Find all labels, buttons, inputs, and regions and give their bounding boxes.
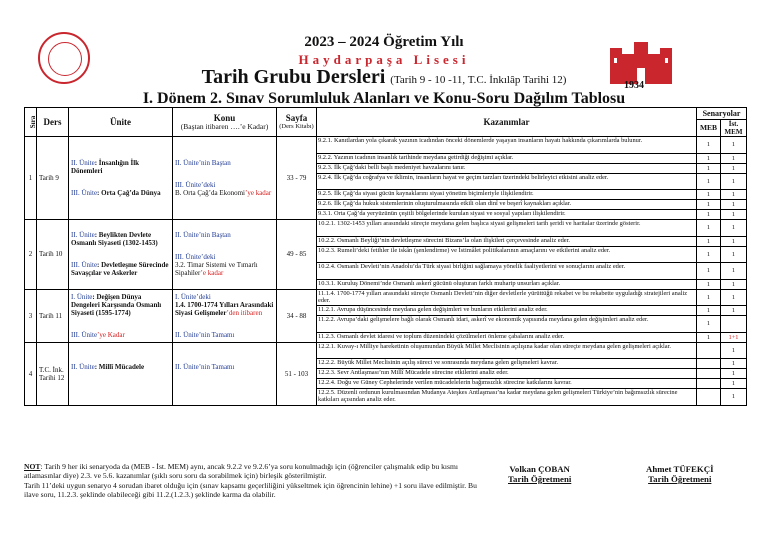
row-sayfa: 49 - 85 (277, 220, 317, 290)
row-ders: T.C. İnk. Tarihi 12 (37, 342, 69, 405)
kazanim-item: 11.2.1. Avrupa düşüncesinde meydana gelen değişimleri ve bunların etkilerini analiz eder. (317, 306, 696, 316)
footnote: NOT: Tarih 9 her iki senaryoda da (MEB - İst. MEM) aynı, ancak 9.2.2 ve 9.2.6’ya soru konulmadığı için (öğrenciler çalışmalık edip bu kısmı atlamasınlar diye) 2.3. ve 5.6. kazanımlar (şıklı soru soru da sorabilmek için) birleşik gösterilmiştir. Tarih 11’deki uygun senaryo 4 sorudan ibaret olduğu için (sınav kapsamı geçerliliğini yükseltmek için öğrencinin lehine) +1 soru ilave edilmiştir. Bu ilave soru, 11.2.3. şeklinde olabileceği gibi 11.2.(1.2.3.) şeklinde karma da olabilir. (24, 462, 477, 500)
row-number: 2 (25, 220, 37, 290)
row-kazanimlar (317, 342, 697, 405)
col-meb: MEB (697, 120, 721, 137)
kazanim-item: 10.2.3. Rumeli’deki fetihler ile iskân (şenlendirme) ve İstimâlet politikalarının amaçlarını ve etkilerini analiz eder. (317, 247, 696, 264)
signature-1: Volkan ÇOBAN Tarih Öğretmeni (508, 464, 572, 484)
kazanim-item: 9.2.3. İlk Çağ’daki belli başlı medeniyet havzalarını tanır. (317, 164, 696, 174)
col-sira: Sıra (25, 108, 37, 137)
kazanim-item: 12.2.4. Doğu ve Güney Cephelerinde verilen mücadelelerin bağımsızlık sürecine katkılarını kavrar. (317, 379, 696, 389)
signature-2: Ahmet TÜFEKÇİ Tarih Öğretmeni (646, 464, 714, 484)
kazanim-item: 9.2.1. Kanıtlardan yola çıkarak yazının icadından önceki dönemlerde yaşayan insanların hayatı hakkında çıkarımlarda bulunur. (317, 137, 696, 154)
table-title: I. Dönem 2. Sınav Sorumluluk Alanları ve Konu-Soru Dağılım Tablosu (142, 90, 626, 107)
row-unite: II. Ünite: İnsanlığın İlk Dönemleri III. Ünite: Orta Çağ’da Dünya (69, 137, 173, 220)
kazanim-item: 11.2.2. Avrupa’daki gelişmelere bağlı olarak Osmanlı idari, askerî ve ekonomik yapısında meydana gelen değişimleri analiz eder. (317, 316, 696, 333)
kazanim-item: 12.2.2. Büyük Millet Meclisinin açılış süreci ve sonrasında meydana gelen gelişmeleri kavrar. (317, 359, 696, 369)
row-unite: I. Ünite: Değişen Dünya Dengeleri Karşısında Osmanlı Siyaseti (1595-1774) III. Ünite’ye Kadar (69, 289, 173, 342)
kazanim-item: 9.2.4. İlk Çağ’da coğrafya ve iklimin, insanların hayat ve geçim tarzları üzerindeki belirleyici etkisini analiz eder. (317, 174, 696, 191)
academic-year: 2023 – 2024 Öğretim Yılı (304, 34, 464, 50)
kazanim-item: 12.2.5. Düzenli ordunun kurulmasından Mudanya Ateşkes Antlaşması’na kadar meydana gelen gelişmeleri Türkiye’nin bağımsızlık sürecine katkıları açısından analiz eder. (318, 389, 678, 404)
col-kazanimlar: Kazanımlar (317, 108, 697, 137)
kazanim-item: 10.3.1. Kuruluş Dönemi’nde Osmanlı askerî gücünü oluşturan farklı muharip unsurları açıklar. (318, 279, 561, 287)
kazanim-item: 11.1.4. 1700-1774 yılları arasındaki süreçte Osmanlı Devleti’nin diğer devletlerle yürüttüğü rekabet ve bu rekabette uyguladığı stratejileri analiz eder. (317, 290, 696, 307)
row-ist-mem: 1 1 1+1 (721, 289, 747, 342)
row-sayfa: 34 - 88 (277, 289, 317, 342)
kazanim-item: 11.2.3. Osmanlı devlet idaresi ve toplum düzenindeki çözülmeleri önleme çabalarını analiz eder. (318, 332, 565, 340)
kazanim-item: 12.2.1. Kuvay-ı Milliye hareketinin oluşumundan Büyük Millet Meclisinin açılışına kadar olan süreçte meydana gelen gelişmeleri açıklar. (317, 343, 696, 360)
row-ist-mem: 1 1 1 1 1 (721, 342, 747, 405)
row-meb (697, 342, 721, 405)
row-konu: II. Ünite’nin Baştan III. Ünite’deki B. Orta Çağ’da Ekonomi’ye kadar (173, 137, 277, 220)
page-title: Tarih Grubu Dersleri (Tarih 9 - 10 -11, T.C. İnkılâp Tarihi 12) (201, 66, 567, 88)
row-sayfa: 33 - 79 (277, 137, 317, 220)
row-meb: 1 1 1 1 1 1 1 (697, 137, 721, 220)
row-number: 3 (25, 289, 37, 342)
col-unite: Ünite (69, 108, 173, 137)
distribution-table (24, 107, 747, 406)
kazanim-item: 12.2.3. Sevr Antlaşması’nın Millî Mücadele sürecine etkilerini analiz eder. (317, 369, 696, 379)
row-kazanimlar (317, 220, 697, 290)
row-kazanimlar (317, 289, 697, 342)
kazanim-item: 9.3.1. Orta Çağ’da yeryüzünün çeşitli bölgelerinde kurulan siyasi ve sosyal yapıları ilişkilendirir. (318, 210, 566, 218)
table-row (25, 342, 747, 405)
kazanim-item: 9.2.2. Yazının icadının insanlık tarihinde meydana getirdiği değişimi açıklar. (317, 154, 696, 164)
row-konu: I. Ünite’deki 1.4. 1700-1774 Yılları Arasındaki Siyasi Gelişmeler’den itibaren II. Ünite’nin Tamamı (173, 289, 277, 342)
row-unite: II. Ünite: Beylikten Devlete Osmanlı Siyaseti (1302-1453) III. Ünite: Devletleşme Sürecinde Savaşçılar ve Askerler (69, 220, 173, 290)
row-unite: II. Ünite: Millî Mücadele (69, 342, 173, 405)
col-ders: Ders (37, 108, 69, 137)
school-name: Haydarpaşa Lisesi (298, 52, 470, 67)
row-kazanimlar (317, 137, 697, 220)
table-row (25, 220, 747, 290)
kazanim-item: 10.2.1. 1302-1453 yılları arasındaki süreçte meydana gelen başlıca siyasi gelişmeleri tarih şeridi ve haritalar üzerinde gösterir. (317, 220, 696, 237)
header (0, 0, 768, 118)
row-ders: Tarih 10 (37, 220, 69, 290)
table-row (25, 137, 747, 220)
table-header-row (25, 108, 747, 120)
row-konu: II. Ünite’nin Tamamı (173, 342, 277, 405)
kazanim-item: 9.2.5. İlk Çağ’da siyasi gücün kaynaklarını siyasi yönetim biçimleriyle ilişkilendirir. (317, 190, 696, 200)
table-row (25, 289, 747, 342)
kazanim-item: 10.2.4. Osmanlı Devleti’nin Anadolu’da Türk siyasi birliğini sağlamaya yönelik faaliyetlerini ve sonuçlarını analiz eder. (317, 263, 696, 280)
kazanim-item: 9.2.6. İlk Çağ’da hukuk sistemlerinin oluşturulmasında etkili olan dinî ve beşerî kaynakları açıklar. (317, 200, 696, 210)
kazanim-item: 10.2.2. Osmanlı Beyliği’nin devletleşme sürecini Bizans’la olan ilişkileri çerçevesinde analiz eder. (317, 237, 696, 247)
row-ders: Tarih 9 (37, 137, 69, 220)
row-meb: 1 1 1 1 1 (697, 220, 721, 290)
row-ist-mem: 1 1 1 1 1 (721, 220, 747, 290)
row-number: 1 (25, 137, 37, 220)
row-sayfa: 51 - 103 (277, 342, 317, 405)
row-number: 4 (25, 342, 37, 405)
col-konu: Konu (Baştan itibaren ….’e Kadar) (173, 108, 277, 137)
row-konu: II. Ünite’nin Baştan III. Ünite’deki 3.2. Timar Sistemi ve Tımarlı Sipahiler’e kadar (173, 220, 277, 290)
col-senaryolar: Senaryolar (697, 108, 747, 120)
founded-year: 1934 (624, 80, 644, 91)
row-ders: Tarih 11 (37, 289, 69, 342)
col-ist-mem: İst. MEM (721, 120, 747, 137)
row-ist-mem: 1 1 1 1 1 1 1 (721, 137, 747, 220)
col-sayfa: Sayfa (Ders Kitabı) (277, 108, 317, 137)
row-meb: 1 1 1 1 (697, 289, 721, 342)
